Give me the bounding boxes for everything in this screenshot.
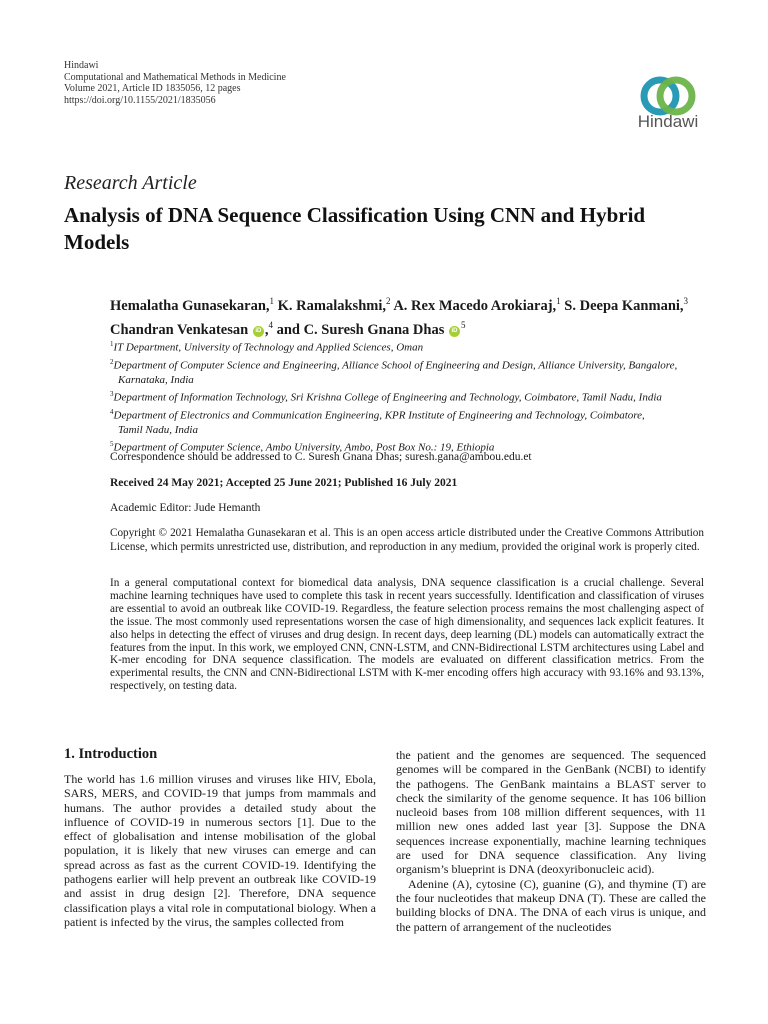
affiliation-item: $^1$IT Department, University of Technology and Applied Sciences, Oman (110, 340, 424, 354)
paper-title: Analysis of DNA Sequence Classification Using CNN and Hybrid Models (64, 203, 646, 254)
author-name: Hemalatha Gunasekaran, (110, 297, 270, 314)
copyright-notice: Copyright © 2021 Hemalatha Gunasekaran et al. This is an open access article distributed under the Creative Commons Attribution License, which permits unrestricted use, distribution, and reproduction in any medium, provided the original work is properly cited. (110, 527, 704, 553)
journal-name: Computational and Mathematical Methods in Medicine (64, 71, 286, 83)
affiliation-item: $^3$Department of Information Technology, Sri Krishna College of Engineering and Technology, Coimbatore, Tamil Nadu, India (110, 389, 662, 404)
author-name: K. Ramalakshmi, (274, 297, 387, 314)
orcid-icon[interactable]: iD (253, 326, 264, 337)
journal-meta (64, 60, 286, 106)
affiliation-item: $^2$Department of Computer Science and Engineering, Alliance School of Engineering and Design, Alliance University, Bangalore, Karnataka, India (110, 357, 678, 386)
paragraph: The world has 1.6 million viruses and viruses like HIV, Ebola, SARS, MERS, and COVID-19 that jumps from mammals and humans. The author provides a detailed study about the influence of COVID-19 in numerous sectors [1]. Due to the effect of globalisation and intense mobilisation of the global population, it is likely that new viruses can emerge and can spread across as fast as the current COVID-19. Identifying the pathogens earlier will help prevent an outbreak like COVID-19 and assist in drug design [2]. Therefore, DNA sequence classification plays a vital role in computational biology. When a patient is infected by the virus, the samples collected from (64, 772, 376, 929)
publisher-name: Hindawi (64, 60, 99, 71)
publication-dates: Received 24 May 2021; Accepted 25 June 2021; Published 16 July 2021 (110, 477, 458, 489)
body-column-right (396, 748, 706, 934)
author-name: S. Deepa Kanmani, (560, 297, 684, 314)
affiliation-item: $^4$Department of Electronics and Communication Engineering, KPR Institute of Engineering and Technology, Coimbatore, Tamil Nadu, India (110, 407, 645, 436)
logo-text: Hindawi (637, 112, 699, 131)
author-name: Chandran Venkatesan (110, 321, 249, 338)
author-list: Hemalatha Gunasekaran,$^1$ K. Ramalakshmi,$^2$ A. Rex Macedo Arokiaraj,$^1$ S. Deepa Kanmani,$^3$ Chandran Venkatesan iD ,$^4$ and C. Suresh Gnana Dhas $iD^5$ (110, 296, 689, 338)
affiliations (110, 337, 710, 455)
body-column-left (64, 772, 376, 929)
academic-editor: Academic Editor: Jude Hemanth (110, 502, 261, 514)
doi-link[interactable]: https://doi.org/10.1155/2021/1835056 (64, 94, 216, 106)
affiliation-item: $^5$Department of Computer Science, Ambo University, Ambo, Post Box No.: 19, Ethiopia (110, 439, 495, 454)
paragraph: Adenine (A), cytosine (C), guanine (G), and thymine (T) are the four nucleotides that makeup DNA (T). These are called the building blocks of DNA. The DNA of each virus is unique, and the pattern of arrangement of the nucleotides (396, 876, 706, 934)
article-type: Research Article (64, 172, 197, 194)
author-name: and C. Suresh Gnana Dhas (272, 321, 445, 338)
paragraph: the patient and the genomes are sequenced. The sequenced genomes will be compared in the GenBank (NCBI) to identify the pathogens. The GenBank maintains a BLAST server to check the similarity of the genome sequence. It has 106 billion nucleoid bases from 108 million different sequences, with 11 million new ones added last year [3]. Suppose the DNA sequences increase exponentially, machine learning techniques are used for DNA sequence classification. Any living organism’s blueprint is DNA (deoxyribonucleic acid). (396, 748, 706, 877)
correspondence: Correspondence should be addressed to C. Suresh Gnana Dhas; suresh.gana@ambou.edu.et (110, 451, 532, 463)
author-name: A. Rex Macedo Arokiaraj, (390, 297, 557, 314)
orcid-icon[interactable]: iD (449, 326, 460, 337)
abstract: In a general computational context for biomedical data analysis, DNA sequence classification is a crucial challenge. Several machine learning techniques have used to complete this task in recent years successfully. Identification and classification of viruses are essential to avoid an outbreak like COVID-19. Regardless, the feature selection process remains the most challenging aspect of the issue. The most commonly used representations worsen the case of high dimensionality, and sequences lack explicit features. It also helps in detecting the effect of viruses and drug design. In recent days, deep learning (DL) models can automatically extract the features from the input. In this work, we employed CNN, CNN-LSTM, and CNN-Bidirectional LSTM architectures using Label and K-mer encoding for DNA sequence classification. The models are evaluated on different classification metrics. From the experimental results, the CNN and CNN-Bidirectional LSTM with K-mer encoding offers high accuracy with 93.16% and 93.13%, respectively, on testing data. (110, 577, 704, 693)
section-heading: 1. Introduction (64, 746, 158, 762)
volume-line: Volume 2021, Article ID 1835056, 12 pages (64, 83, 241, 94)
